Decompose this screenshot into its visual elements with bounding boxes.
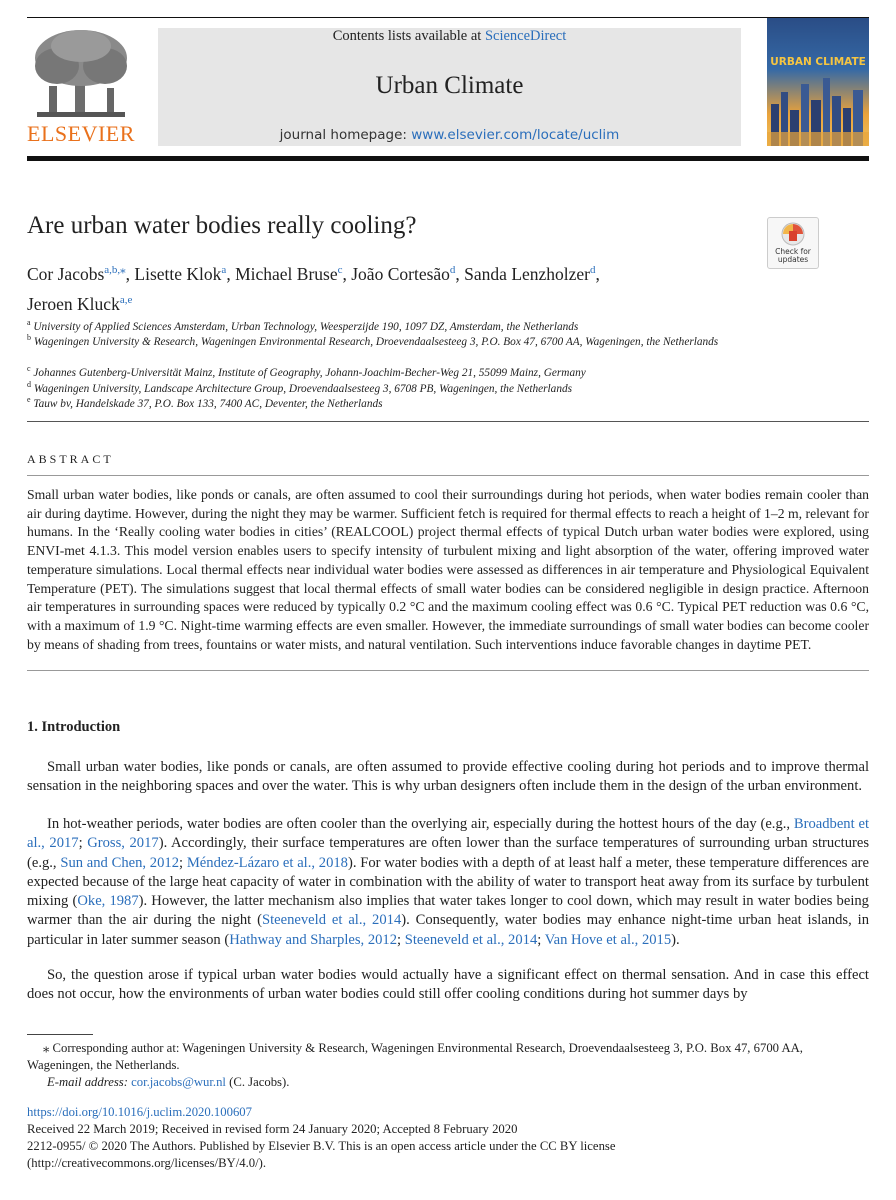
author-name[interactable]: João Cortesão <box>351 263 450 284</box>
intro-paragraph-3: So, the question arose if typical urban water bodies would actually have a significant effect on thermal sensation. And in case this effect does not occur, how the environments of urban water bodies could still offer cooling conditions during hot summer days by <box>27 967 869 1003</box>
sciencedirect-link[interactable]: ScienceDirect <box>484 28 567 44</box>
citation-link[interactable]: Méndez-Lázaro et al., 2018 <box>186 854 348 871</box>
abstract-heading: ABSTRACT <box>27 452 114 466</box>
license-url[interactable]: (http://creativecommons.org/licenses/BY/4.0/). <box>27 1156 267 1170</box>
abstract-text: Small urban water bodies, like ponds or canals, are often assumed to cool their surroundings during hot periods, when water bodies remain cooler than air during daytime. However, during the night they may be warmer. Sufficient fetch is required for thermal effects to reach a height of 1–2 m, relevant for humans. In the ‘Really cooling water bodies in cities’ (REALCOOL) project thermal effects of typical Dutch urban water bodies were explored, using ENVI-met 4.1.3. This model version enables users to specify intensity of turbulent mixing and light absorption of the water, offering improved water temperature simulations. Local thermal effects near individual water bodies were assessed as differences in air temperature and Physiological Equivalent Temperature (PET). The simulations suggest that local thermal effects of small water bodies can be considered negligible in design practice. Afternoon air temperatures in surrounding spaces were reduced by typically 0.2 °C and the maximum cooling effect was 0.6 °C. Typical PET reduction was 0.6 °C, with a maximum of 1.9 °C. Night-time warming effects are even smaller. However, the immediate surroundings of small water bodies can become cooler by means of shading from trees, fountains or water mists, and natural ventilation. Such interventions induce favorable changes in daytime PET. <box>27 487 869 652</box>
article-title: Are urban water bodies really cooling? <box>27 212 417 239</box>
affiliation: $^e$ Tauw bv, Handelskade 37, P.O. Box 133, 7400 AC, Deventer, the Netherlands <box>27 395 383 410</box>
journal-homepage: journal homepage: www.elsevier.com/locate/uclim <box>279 127 620 143</box>
citation-link[interactable]: Gross, 2017 <box>87 835 159 852</box>
journal-title: Urban Climate <box>375 72 524 99</box>
affiliation: $^b$ Wageningen University & Research, Wageningen Environmental Research, Droevendaalsesteeg 3, P.O. Box 47, 6700 AA, Wageningen, the Netherlands <box>27 333 719 348</box>
section-heading-introduction: 1. Introduction <box>27 719 121 735</box>
check-for-updates-badge[interactable] <box>767 217 819 269</box>
citation-link[interactable]: Hathway and Sharples, 2012 <box>229 931 398 948</box>
intro-paragraph-2: In hot-weather periods, water bodies are often cooler than the overlying air, especially during the hottest hours of the day (e.g., Broadbent et al., 2017; Gross, 2017). Accordingly, their surface temperatures are often lower than the surface temperatures of surrounding urban structures (e.g., Sun and Chen, 2012; Méndez-Lázaro et al., 2018). For water bodies with a depth of at least half a meter, these temperature differences are expected because of the large heat capacity of water in combination with the ability of water to transport heat away from its surface by turbulent mixing (Oke, 1987). However, the latter mechanism also implies that water takes longer to cool down, which may result in water bodies being warmer than the air during the night (Steeneveld et al., 2014). Consequently, water bodies may enhance night-time urban heat islands, in particular in later summer season (Hathway and Sharples, 2012; Steeneveld et al., 2014; Van Hove et al., 2015). <box>27 816 870 948</box>
citation-link[interactable]: Broadbent et al., 2017 <box>27 816 869 852</box>
citation-link[interactable]: Oke, 1987 <box>77 893 139 910</box>
author-name[interactable]: Jeroen Kluck <box>27 293 120 314</box>
citation-link[interactable]: Van Hove et al., 2015 <box>544 931 672 948</box>
check-updates-icon <box>781 222 805 248</box>
footnote-rule <box>27 1034 93 1035</box>
email-line: E-mail address: cor.jacobs@wur.nl (C. Jacobs). <box>47 1075 290 1089</box>
cover-title: URBAN CLIMATE <box>770 56 866 68</box>
homepage-link[interactable]: www.elsevier.com/locate/uclim <box>411 127 620 143</box>
received-dates: Received 22 March 2019; Received in revised form 24 January 2020; Accepted 8 February 2020 <box>27 1122 518 1136</box>
section-divider <box>27 421 869 422</box>
author-name[interactable]: Sanda Lenzholzer <box>464 263 591 284</box>
journal-cover[interactable] <box>767 18 869 146</box>
abstract-divider <box>27 475 869 476</box>
intro-paragraph-1: Small urban water bodies, like ponds or canals, are often assumed to provide effective cooling during hot periods and to improve thermal sensation in the neighboring spaces and over the water. This is why urban designers often include them in the design of the urban environment. <box>27 759 869 795</box>
author-name[interactable]: Cor Jacobs <box>27 263 105 284</box>
citation-link[interactable]: Sun and Chen, 2012 <box>60 854 179 871</box>
cover-skyline-image <box>767 74 869 146</box>
affiliation: $^a$ University of Applied Sciences Amsterdam, Urban Technology, Weesperzijde 190, 1097 DZ, Amsterdam, the Netherlands <box>27 318 579 333</box>
publisher-name: ELSEVIER <box>27 121 135 146</box>
corresponding-author-note: ⁎ Corresponding author at: Wageningen University & Research, Wageningen Environmental Research, Droevendaalsesteeg 3, P.O. Box 47, 6700 AA, Wageningen, the Netherlands. <box>27 1041 803 1072</box>
doi-link[interactable]: https://doi.org/10.1016/j.uclim.2020.100607 <box>27 1105 252 1119</box>
affiliation: $^d$ Wageningen University, Landscape Architecture Group, Droevendaalsesteeg 3, 6708 PB, Wageningen, the Netherlands <box>27 380 573 395</box>
doi-line <box>27 1104 869 1121</box>
check-updates-label: Check for updates <box>775 247 811 264</box>
citation-link[interactable]: Steeneveld et al., 2014 <box>261 912 402 929</box>
header-top-rule <box>27 17 869 18</box>
email-link[interactable]: cor.jacobs@wur.nl <box>131 1075 226 1089</box>
abstract-bottom-divider <box>27 670 869 671</box>
author-name[interactable]: Michael Bruse <box>235 263 338 284</box>
citation-link[interactable]: Steeneveld et al., 2014 <box>404 931 538 948</box>
license-line: 2212-0955/ © 2020 The Authors. Published by Elsevier B.V. This is an open access article under the CC BY license <box>27 1139 616 1153</box>
author-name[interactable]: Lisette Klok <box>134 263 222 284</box>
elsevier-tree-logo <box>27 26 135 121</box>
contents-line: Contents lists available at ScienceDirect <box>332 28 567 44</box>
header-bottom-rule <box>27 156 869 161</box>
affiliation: $^c$ Johannes Gutenberg-Universität Mainz, Institute of Geography, Johann-Joachim-Becher-Weg 21, 55099 Mainz, Germany <box>27 364 586 379</box>
author-list: Cor Jacobs$^{a,b,⁎}$, Lisette Klok$^a$, Michael Bruse$^c$, João Cortesão$^d$, Sanda Lenzholzer$^d$, Jeroen Kluck$^{a,e}$ <box>27 263 600 314</box>
